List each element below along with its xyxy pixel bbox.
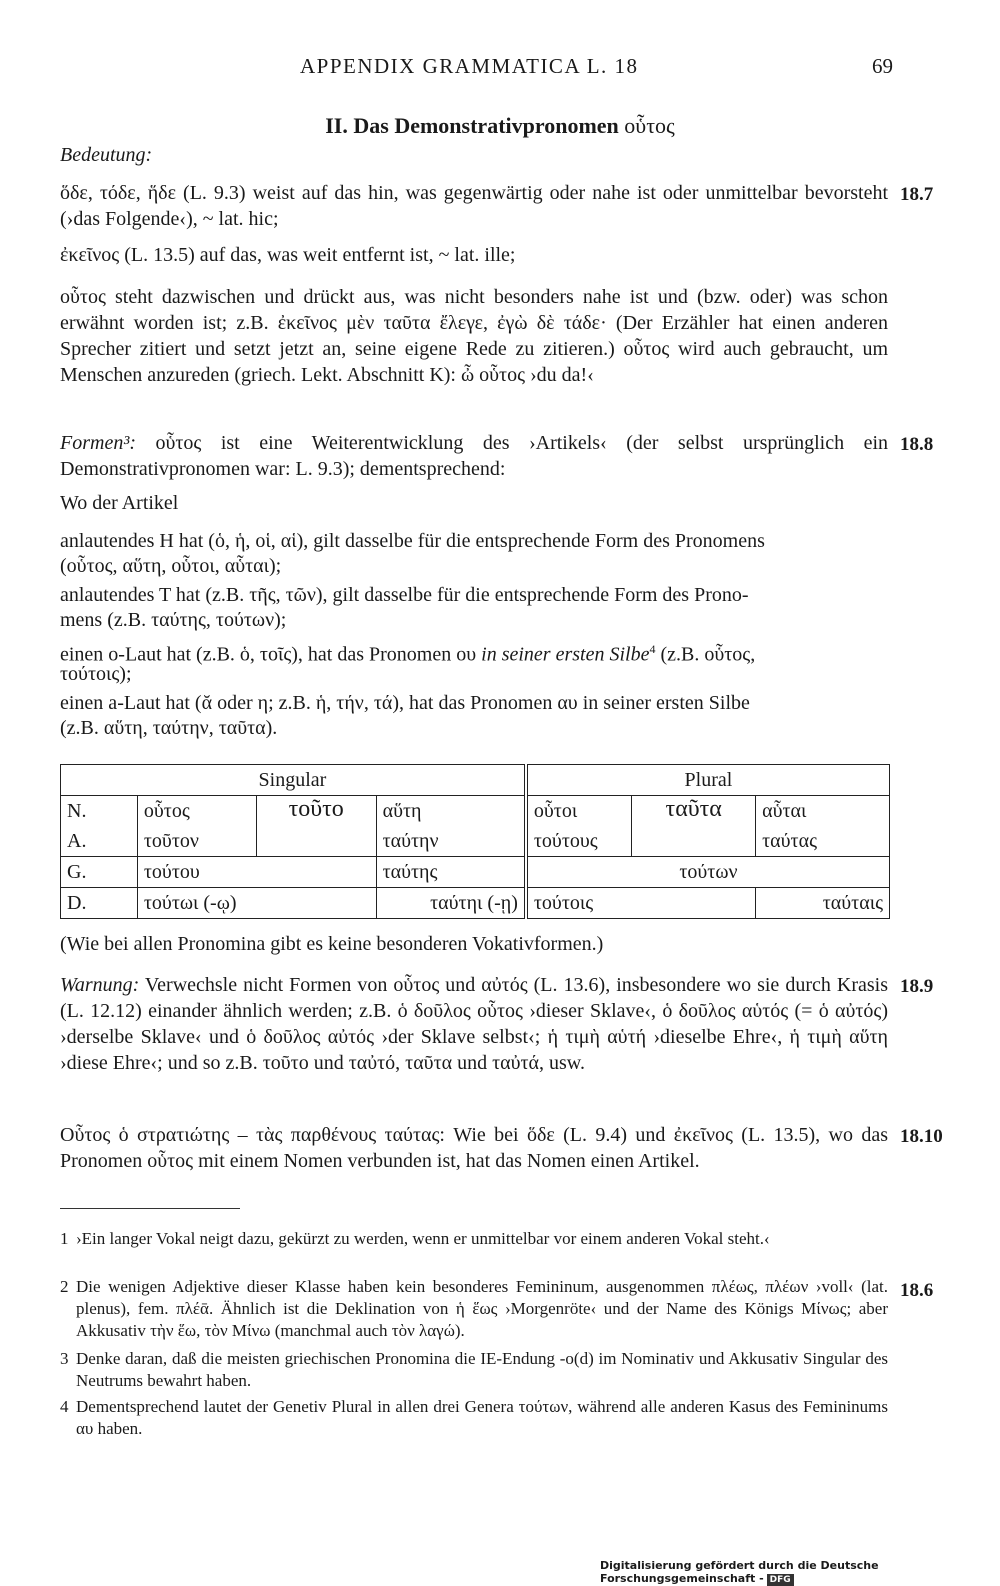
- footnote-text: ›Ein langer Vokal neigt dazu, gekürzt zu werden, wenn er unmittelbar vor einem anderen Vokal steht.‹: [76, 1229, 770, 1248]
- formen-line-4b: (z.B. αὕτη, ταύτην, ταῦτα).: [60, 717, 278, 739]
- footnote-text: Die wenigen Adjektive dieser Klasse haben kein besonderes Femininum, ausgenommen πλέως, πλέων ›voll‹ (lat. plenus), fem. πλέᾱ. Ähnlich ist die Deklination von ἡ ἕως ›Morgenröte‹ und der Name des Königs Μίνως; aber Akkusativ τὴν ἕω, τὸν Μίνω (manchmal auch τὸν λαγώ).: [76, 1277, 888, 1340]
- formen-line-2a: anlautendes T hat (z.B. τῆς, τῶν), gilt dasselbe für die entsprechende Form des Prono-: [60, 584, 749, 606]
- footnote-number: 1: [60, 1229, 69, 1248]
- footnote-2: [60, 1276, 888, 1342]
- table-cell: τούτωι (-ῳ): [137, 888, 376, 919]
- table-row: [61, 888, 890, 919]
- table-cell: οὗτος: [137, 796, 256, 827]
- formen-line-3a-end: (z.B. οὗτος,: [655, 643, 756, 666]
- table-cell-neuter-plural: ταῦτα: [632, 796, 756, 857]
- example-paragraph: [60, 1122, 888, 1174]
- table-cell: ταύτην: [376, 826, 526, 857]
- footnote-1: [60, 1228, 888, 1250]
- table-cell: ταύταις: [756, 888, 890, 919]
- case-label: A.: [61, 826, 138, 857]
- footnote-rule: [60, 1208, 240, 1209]
- footnote-text: Denke daran, daß die meisten griechischen Pronomina die IE-Endung -o(d) im Nominativ und Akkusativ Singular des Neutrums bewahrt haben.: [76, 1349, 888, 1390]
- bedeutung-p3-text: οὗτος steht dazwischen und drückt aus, was nicht besonders nahe ist und (bzw. oder) was schon erwähnt worden ist; z.B. ἐκεῖνος μὲν ταῦτα ἔλεγε, ἐγὼ δὲ τάδε· (Der Erzähler hat einen anderen Sprecher zitiert und setzt jetzt an, seine eigene Rede zu zitieren.) οὗτος wird auch gebraucht, um Menschen anzureden (griech. Lekt. Abschnitt K): ὦ οὗτος ›du da!‹: [60, 286, 888, 386]
- formen-line-2b: mens (z.B. ταύτης, τούτων);: [60, 609, 287, 631]
- warnung-paragraph: [60, 972, 888, 1076]
- formen-line-1a: anlautendes H hat (ὁ, ἡ, οἱ, αἱ), gilt dasselbe für die entsprechende Form des Pronomens: [60, 530, 765, 552]
- table-cell: ταύτηι (-ῃ): [376, 888, 526, 919]
- formen-p1-text: οὗτος ist eine Weiterentwicklung des ›Artikels‹ (der selbst ursprünglich ein Demonstrativpronomen war: L. 9.3); dementsprechend:: [60, 432, 888, 480]
- table-cell-neuter: τοῦτο: [256, 796, 376, 857]
- table-header-row: [61, 765, 890, 796]
- case-label: D.: [61, 888, 138, 919]
- table-row: [61, 796, 890, 827]
- table-cell: αὕτη: [376, 796, 526, 827]
- plural-header: Plural: [526, 765, 890, 796]
- declension-table: [60, 764, 890, 919]
- formen-line-3b: τούτοις);: [60, 663, 132, 685]
- running-head: [60, 54, 893, 84]
- footnote-number: 4: [60, 1397, 69, 1416]
- digitization-text: Digitalisierung gefördert durch die Deutsche Forschungsgemeinschaft -: [600, 1559, 879, 1585]
- case-label: N.: [61, 796, 138, 827]
- table-cell: τούτοις: [526, 888, 756, 919]
- warnung-label: Warnung:: [60, 974, 140, 996]
- formen-line-3a-text: einen o-Laut hat (z.B. ὁ, τοῖς), hat das Pronomen ου: [60, 643, 482, 666]
- table-cell: τοῦτον: [137, 826, 256, 857]
- footnote-number: 2: [60, 1277, 69, 1296]
- margin-number-18-6: 18.6: [900, 1280, 934, 1301]
- margin-number-18-10: 18.10: [900, 1126, 943, 1147]
- table-row: [61, 826, 890, 857]
- formen-line-4a: einen a-Laut hat (ᾰ oder η; z.B. ἡ, τήν, τά), hat das Pronomen αυ in seiner ersten Silbe: [60, 692, 750, 714]
- running-head-title: APPENDIX GRAMMATICA L. 18: [300, 54, 639, 78]
- section-title: [0, 113, 1000, 139]
- case-label: G.: [61, 857, 138, 888]
- table-cell-plural-genitive: τούτων: [526, 857, 890, 888]
- table-cell: ταύτας: [756, 826, 890, 857]
- formen-line-1b: (οὗτος, αὕτη, οὗτοι, αὗται);: [60, 555, 282, 577]
- margin-number-18-9: 18.9: [900, 976, 934, 997]
- section-title-greek: οὗτος: [624, 113, 675, 138]
- formen-paragraph: [60, 430, 888, 482]
- margin-number-18-7: 18.7: [900, 184, 934, 205]
- bedeutung-label: Bedeutung:: [60, 144, 153, 166]
- footnote-3: [60, 1348, 888, 1392]
- bedeutung-p2-text: ἐκεῖνος (L. 13.5) auf das, was weit entfernt ist, ~ lat. ille;: [60, 244, 516, 266]
- section-title-text: II. Das Demonstrativpronomen: [325, 113, 619, 138]
- bedeutung-paragraph-1: [60, 180, 888, 232]
- digitization-credit: [600, 1559, 1000, 1586]
- table-cell: τούτους: [526, 826, 632, 857]
- table-cell: τούτου: [137, 857, 376, 888]
- formen-wo: Wo der Artikel: [60, 492, 179, 514]
- example-text: Οὗτος ὁ στρατιώτης – τὰς παρθένους ταύτας: Wie bei ὅδε (L. 9.4) und ἐκεῖνος (L. 13.5), wo das Pronomen οὗτος mit einem Nomen verbunden ist, hat das Nomen einen Artikel.: [60, 1124, 888, 1172]
- footnote-ref-4: 4: [649, 642, 656, 656]
- footnote-text: Dementsprechend lautet der Genetiv Plural in allen drei Genera τούτων, während alle anderen Kasus des Femininums αυ haben.: [76, 1397, 888, 1438]
- footnote-number: 3: [60, 1349, 69, 1368]
- page-number: 69: [872, 54, 893, 78]
- bedeutung-paragraph-2: [60, 242, 888, 268]
- table-cell: αὗται: [756, 796, 890, 827]
- margin-number-18-8: 18.8: [900, 434, 934, 455]
- singular-header: Singular: [61, 765, 526, 796]
- warnung-text: Verwechsle nicht Formen von οὗτος und αὐτός (L. 13.6), insbesondere wo sie durch Krasis (L. 12.12) einander ähnlich werden; z.B. ὁ δοῦλος οὗτος ›dieser Sklave‹, ὁ δοῦλος αὑτός (= ὁ αὐτός) ›derselbe Sklave‹ und ὁ δοῦλος αὐτός ›der Sklave selbst‹; ἡ τιμὴ αὑτή ›dieselbe Ehre‹, ἡ τιμὴ αὕτη ›diese Ehre‹; und so z.B. τοῦτο und ταὐτό, ταῦτα und ταὐτά, usw.: [60, 974, 888, 1074]
- bedeutung-paragraph-3: [60, 284, 888, 388]
- table-cell: ταύτης: [376, 857, 526, 888]
- table-cell: οὗτοι: [526, 796, 632, 827]
- dfg-logo: DFG: [767, 1574, 794, 1586]
- formen-label: Formen³:: [60, 432, 136, 454]
- footnote-4: [60, 1396, 888, 1440]
- table-note: (Wie bei allen Pronomina gibt es keine besonderen Vokativformen.): [60, 933, 604, 955]
- bedeutung-p1-text: ὅδε, τόδε, ἥδε (L. 9.3) weist auf das hin, was gegenwärtig oder nahe ist oder unmittelbar bevorsteht (›das Folgende‹), ~ lat. hic;: [60, 182, 888, 230]
- formen-line-3a-italic: in seiner ersten Silbe: [481, 643, 650, 666]
- table-row: [61, 857, 890, 888]
